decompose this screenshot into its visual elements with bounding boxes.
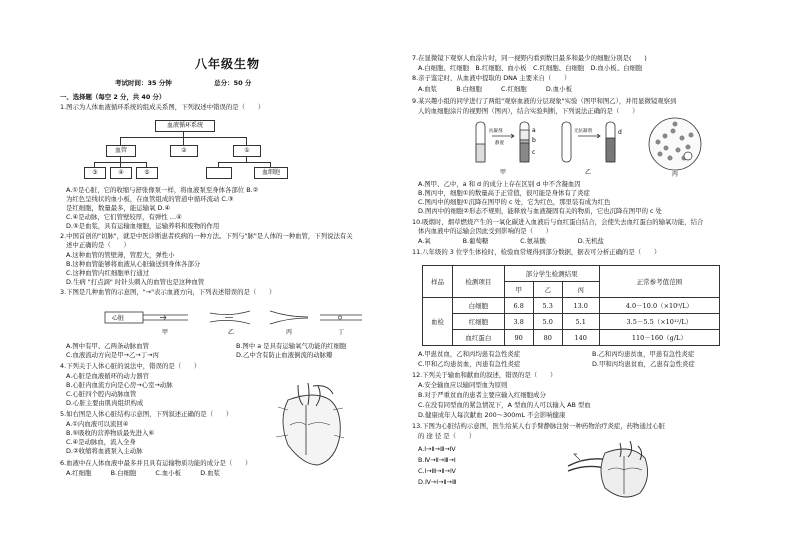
q9-label-bing: 丙 (672, 171, 679, 178)
table-cell-value: 6.8 (504, 298, 533, 314)
q11-blood-test-table (422, 265, 720, 346)
q9-label-d: d (618, 129, 622, 136)
q2-option-d: D.生病 "打点滴" 时针头刺入的血管也是这种血管 (66, 278, 205, 286)
table-cell-value: 13.0 (562, 298, 599, 314)
exam-score: 总分：50 分 (214, 79, 252, 87)
q3-option-c: C.血液流动方向是甲→乙→丁→丙 (66, 351, 159, 359)
q9-tube-figure (470, 116, 720, 178)
q2-option-a: A.这种血管的管壁薄，管腔大，弹性小 (66, 251, 175, 259)
exam-time: 考试时间：35 分钟 (115, 79, 172, 87)
q12-option-c: C.在没有同型血的紧急情况下，A 型血的人可以输入 AB 型血 (418, 401, 591, 409)
q5-heart-figure (268, 380, 348, 470)
q9-label-jia: 甲 (500, 169, 507, 176)
q2-option-b: B.这种血管能够将血液从心脏输送到身体各部分 (66, 260, 201, 268)
q2-stem-2: 述中正确的是（ ） (66, 241, 130, 249)
diagram-node-e: ④ (110, 167, 132, 179)
table-cell-ref: 3.5－5.5（×10¹²/L） (599, 314, 719, 330)
diagram-node-g: 血细胞 (254, 167, 288, 179)
table-header-row (423, 266, 720, 282)
table-cell-value: 5.0 (533, 314, 562, 330)
q9-label-a: a (532, 127, 536, 134)
q3-label-heart: 心脏 (112, 315, 125, 322)
q12-stem: 12.下列关于输血和献血的叙述，错误的是（ ） (412, 371, 557, 379)
q1-option-a3: 是红细胞，数量最多，能运输氧 D.④ (66, 204, 171, 212)
diagram-node-d: ③ (84, 167, 106, 179)
table-header-partial: 部分学生检测结果 (504, 266, 599, 282)
q5-option-a: A.①内血液可以流回④ (66, 420, 129, 428)
q13-option-d: D.Ⅳ→Ⅰ→Ⅱ→Ⅲ (418, 478, 457, 486)
q10-stem-2: 体内血液中的运输会因此受到影响的是（ ） (418, 227, 553, 235)
q9-label-yi: 乙 (585, 169, 592, 176)
q9-stem: 9.某兴趣小组的同学进行了两组"观察血液的分层现象"实验（图甲和图乙），并用显微镜观察到 (412, 97, 677, 105)
table-cell-value: 5.1 (562, 314, 599, 330)
table-header-ref: 正常参考值范围 (599, 266, 719, 298)
q9-label-no-anticoagulant: 无抗凝剂 (574, 129, 592, 134)
table-cell-ref: 4.0－10.0（×10⁹/L） (599, 298, 719, 314)
q5-option-c: C.④是动脉血，流入全身 (66, 438, 136, 446)
section-heading: 一、选择题（每空 2 分，共 40 分） (60, 93, 166, 101)
diagram-node-x (206, 167, 232, 179)
table-cell-value: 90 (504, 330, 533, 346)
table-header-jia: 甲 (504, 282, 533, 298)
q11-option-d: D.甲和丙均患贫血，乙患有急性炎症 (592, 360, 695, 368)
table-cell-value: 140 (562, 330, 599, 346)
q9-label-still: 静置 (495, 141, 504, 146)
q13-stem: 13.下图为心脏结构示意图，医生给某人右手臂静脉注射一种药物治疗炎症，药物通过心脏 (412, 422, 666, 430)
table-row (423, 330, 720, 346)
diagram-node-f: ⑤ (136, 167, 158, 179)
q13-option-b: B.Ⅳ→Ⅱ→Ⅲ→Ⅰ (418, 456, 456, 464)
table-header-sample: 样品 (423, 266, 453, 298)
q1-option-a2: 为红色呈线状的血小板，在血管组成的管道中循环流动 C.③ (66, 195, 234, 203)
q3-option-d: D.乙中含有防止血液倒流的动脉瓣 (236, 351, 333, 359)
q3-vessel-figure (100, 300, 370, 340)
q4-stem: 4.下列关于人体心脏的说法中，错误的是（ ） (60, 362, 201, 370)
q12-option-b: B.对于严重贫血的患者主要应输入红细胞成分 (418, 391, 546, 399)
table-cell-ref: 110－160（g/L） (599, 330, 719, 346)
q5-option-d: D.②收缩将血液泵入主动脉 (66, 447, 143, 455)
q7-stem: 7.在显微镜下观察人血涂片时，同一视野内看到数目最多和最少的细胞分别是( ) (412, 54, 647, 62)
table-cell-item: 血红蛋白 (453, 330, 505, 346)
q12-option-a: A.安全输血应以输同型血为原则 (418, 381, 508, 389)
table-cell-item: 红细胞 (453, 314, 505, 330)
diagram-node-c: ① (233, 145, 261, 157)
q9-label-anticoagulant: 抗凝剂 (489, 129, 503, 134)
q11-option-a: A.甲患贫血，乙和丙均患有急性炎症 (418, 350, 521, 358)
table-header-bing: 丙 (562, 282, 599, 298)
q5-stem: 5.如右图是人体心脏结构示意图，下列叙述正确的是（ ） (60, 410, 233, 418)
table-cell-value: 5.3 (533, 298, 562, 314)
table-cell-value: 3.8 (504, 314, 533, 330)
q2-option-c: C.这种血管内红细胞单行通过 (66, 269, 150, 277)
q1-stem: 1.图示为人体血液循环系统的组成关系图，下列叙述中错误的是（ ） (60, 103, 265, 111)
q8-options: A.血浆 B.白细胞 C.红细胞 D.血小板 (418, 85, 572, 93)
q4-option-c: C.心脏四个腔内动脉血管 (66, 390, 137, 398)
q7-options: A.白细胞、红细胞 B.红细胞、血小板 C.红细胞、白细胞 D.血小板、白细胞 (418, 64, 643, 72)
diagram-node-a: 血管 (106, 145, 136, 157)
q3-label-ding: 丁 (338, 329, 345, 336)
table-row (423, 314, 720, 330)
q10-options: A.氧 B.葡萄糖 C.氨基酸 D.无机盐 (418, 237, 604, 245)
q3-label-bing: 丙 (286, 329, 293, 336)
exam-meta (115, 78, 291, 87)
q11-stem: 11.八年级的 3 位学生体检时，检验血常规得到部分数据，据表可分析正确的是（ ） (412, 248, 661, 256)
q8-stem: 8.亲子鉴定时，从血液中提取的 DNA 主要来自（ ） (412, 74, 571, 82)
q13-stem-2: 的 途 径 是（ ） (418, 432, 476, 440)
diagram-node-b: ② (170, 145, 198, 157)
q3-option-b: B.图中 a 是具有运输氧气功能的红细胞 (236, 342, 347, 350)
diagram-root: 血液循环系统 (155, 120, 215, 132)
q9-label-c: c (532, 149, 536, 156)
q6-stem: 6.血液中在人体血液中最多并且具有运输物质功能的成分是（ ） (60, 459, 252, 467)
q13-option-c: C.Ⅰ→Ⅲ→Ⅱ→Ⅳ (418, 467, 456, 475)
q9-stem-2: 人的血细胞涂片的视野图（图丙），结合实验判断，下列说法正确的是（ ） (418, 107, 639, 115)
q9-label-b: b (532, 137, 536, 144)
q9-option-b: B.图丙中，细胞①的数量高于正常值，很可能是身体有了炎症 (418, 189, 590, 197)
table-header-item: 检测项目 (453, 266, 505, 298)
table-header-yi: 乙 (533, 282, 562, 298)
page-title: 八年级生物 (195, 57, 261, 71)
q4-option-d: D.心脏主要由肌肉组织构成 (66, 399, 144, 407)
q9-option-a: A.图甲、乙中，a 和 d 的成分上存在区别 d 中不含凝血因 (418, 180, 581, 188)
q10-stem: 10.吸烟时，烟草燃烧产生的一氧化碳进入血液后与血红蛋白结合，会使失去血红蛋白的输氧功能，结合 (412, 218, 704, 226)
q11-option-c: C.甲和乙均患贫血，丙患有急性炎症 (418, 360, 521, 368)
q13-option-a: A.Ⅰ→Ⅱ→Ⅲ→Ⅳ (418, 445, 456, 453)
q9-option-d: D.图丙中的细胞②形态不规则，能释放与血液凝固有关的物质，它也沉降在图甲的 c 处 (418, 207, 662, 215)
q3-option-a: A.图中有甲、乙两条动脉血管 (66, 342, 149, 350)
q2-stem: 2.中国首创的"切脉"，就是中医诊断患者疾病的一种方法。下列与"脉"是人体的一种血管，下列说法有关 (60, 232, 353, 240)
q6-options: A.红细胞 B.白细胞 C.血小板 D.血浆 (66, 469, 220, 477)
q1-option-c: C.④是动脉，它们管壁较厚，有弹性 …④ (66, 213, 182, 221)
q1-option-a: A.①是心脏，它的收缩与舒张像泵一样，将血液泵至身体各部位 B.② (66, 186, 259, 194)
q11-option-b: B.乙和丙均患贫血，甲患有急性炎症 (592, 350, 695, 358)
q12-option-d: D.健康成年人每次献血 200～300mL 不会影响健康 (418, 411, 566, 419)
q3-stem: 3.下图是几种血管的示意图，"→"表示血液方向，下列表述错误的是（ ） (60, 288, 276, 296)
table-group-label: 血检 (423, 298, 453, 346)
q3-label-yi: 乙 (228, 329, 235, 336)
table-cell-item: 白细胞 (453, 298, 505, 314)
q5-option-b: B.⑤吸收的营养物质最先进入⑥ (66, 429, 155, 437)
q9-option-c: C.图丙中的细胞①沉降在图甲的 c 处，它为红色，那里装有成为红色 (418, 198, 611, 206)
table-row (423, 298, 720, 314)
q3-label-jia: 甲 (162, 329, 169, 336)
q4-option-b: B.心脏内血流方向是心房→心室→动脉 (66, 381, 173, 389)
q1-option-d: D.⑤是血浆，具有运输血细胞，运输养料和废物的作用 (66, 222, 220, 230)
q4-option-a: A.心脏是血液循环的动力器官 (66, 372, 149, 380)
table-cell-value: 80 (533, 330, 562, 346)
q13-heart-figure (560, 438, 660, 500)
